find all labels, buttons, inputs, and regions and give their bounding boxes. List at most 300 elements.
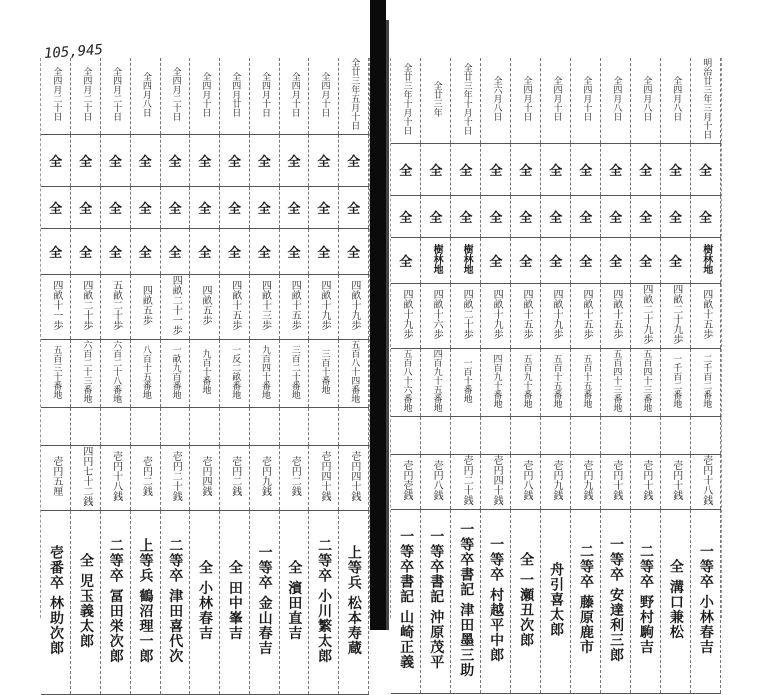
ledger-text-tax: 樹林地	[461, 243, 473, 274]
ledger-text-tax: 全	[108, 246, 122, 261]
right-ledger-table	[391, 58, 721, 694]
ledger-text-area: 四畝十三歩	[259, 280, 271, 330]
ledger-cell-price	[279, 446, 309, 511]
ledger-text-grade: 全	[669, 211, 683, 226]
ledger-text-grade: 全	[168, 202, 182, 217]
ledger-cell-area	[309, 275, 339, 340]
ledger-cell-grade	[309, 187, 339, 229]
ledger-text-area: 四畝十九歩	[400, 289, 412, 339]
ledger-cell-area	[101, 275, 131, 340]
ledger-cell-addr	[309, 408, 339, 446]
ledger-cell-date	[421, 58, 451, 144]
ledger-text-holder: 二等卒 野村駒吉	[637, 544, 654, 655]
ledger-cell-date	[309, 58, 339, 135]
ledger-text-kind: 全	[49, 155, 63, 170]
ledger-text-area: 四畝十五歩	[229, 280, 241, 330]
ledger-text-price: 壱円二銭	[289, 456, 301, 496]
ledger-cell-date	[511, 58, 541, 144]
ledger-cell-date	[130, 58, 160, 135]
ledger-cell-addr	[220, 340, 250, 408]
ledger-cell-holder	[220, 511, 250, 695]
ledger-text-date: 全四月十日	[289, 71, 300, 117]
ledger-text-kind: 全	[609, 164, 623, 179]
ledger-text-date: 全四月八日	[140, 71, 151, 117]
ledger-text-holder: 全 溝口兼松	[667, 559, 684, 640]
ledger-cell-price	[309, 446, 339, 511]
ledger-cell-kind	[279, 135, 309, 187]
ledger-text-date: 全廿三年十月十日	[401, 62, 412, 135]
ledger-cell-tax	[279, 229, 309, 275]
ledger-cell-kind	[249, 135, 279, 187]
ledger-cell-kind	[220, 135, 250, 187]
ledger-text-kind: 全	[699, 164, 713, 179]
ledger-cell-tax	[71, 229, 101, 275]
ledger-cell-date	[71, 58, 101, 135]
ledger-text-price: 壱円二銭	[229, 456, 241, 496]
ledger-text-price: 壱円十八銭	[110, 451, 122, 501]
ledger-text-tax: 全	[399, 255, 413, 270]
ledger-cell-addr	[130, 340, 160, 408]
ledger-cell-kind	[421, 144, 451, 196]
ledger-text-holder: 上等兵 鶴沼理一郎	[137, 537, 154, 664]
ledger-text-price: 壱円九銭	[550, 460, 562, 500]
ledger-cell-addr	[481, 417, 511, 455]
ledger-cell-tax	[631, 238, 661, 284]
ledger-text-date: 全四月八日	[641, 76, 652, 121]
ledger-text-area: 四畝二十一歩	[170, 275, 182, 335]
ledger-cell-addr	[249, 340, 279, 408]
ledger-cell-holder	[541, 510, 571, 694]
ledger-text-date: 全四月八日	[671, 76, 682, 121]
ledger-text-tax: 全	[639, 255, 653, 270]
ledger-cell-holder	[571, 510, 601, 694]
ledger-text-tax: 全	[257, 246, 271, 261]
ledger-cell-price	[541, 455, 571, 510]
ledger-text-holder: 一等卒 村越平中郎	[488, 536, 505, 663]
ledger-cell-date	[571, 58, 601, 144]
ledger-text-holder: 二等卒 小川繁太郎	[316, 537, 333, 664]
ledger-cell-addr	[279, 408, 309, 446]
ledger-text-date: 全四月十日	[521, 76, 532, 121]
ledger-text-area: 四畝十九歩	[491, 289, 503, 339]
ledger-text-area: 四畝二十九歩	[670, 284, 682, 344]
ledger-cell-addr	[101, 340, 131, 408]
ledger-text-price: 壱円八銭	[431, 460, 443, 500]
ledger-text-addr: 三百十番地	[319, 349, 330, 394]
ledger-cell-grade	[391, 196, 421, 238]
ledger-text-date: 全廿三年五月十日	[349, 58, 360, 130]
ledger-cell-tax	[101, 229, 131, 275]
ledger-text-kind: 全	[168, 155, 182, 170]
ledger-cell-kind	[691, 144, 721, 196]
ledger-cell-addr	[691, 349, 721, 417]
ledger-cell-addr	[511, 349, 541, 417]
ledger-text-addr: 五百十五番地	[581, 353, 592, 408]
ledger-text-holder: 全 児玉義太郎	[77, 552, 94, 649]
ledger-cell-addr	[571, 349, 601, 417]
ledger-text-addr: 三百二十番地	[289, 344, 300, 399]
ledger-cell-addr	[661, 417, 691, 455]
ledger-text-area: 四畝十五歩	[700, 289, 712, 339]
ledger-text-price: 壱円二十銭	[170, 451, 182, 501]
ledger-cell-area	[661, 284, 691, 349]
ledger-cell-kind	[160, 135, 190, 187]
ledger-cell-addr	[190, 408, 220, 446]
ledger-text-kind: 全	[287, 155, 301, 170]
ledger-cell-price	[160, 446, 190, 511]
ledger-text-addr: 六百二十三番地	[81, 340, 92, 403]
ledger-cell-holder	[451, 510, 481, 694]
ledger-text-kind: 全	[108, 155, 122, 170]
ledger-text-addr: 五百三十番地	[51, 344, 62, 399]
ledger-text-date: 明治廿三年三月十日	[701, 58, 712, 139]
ledger-text-kind: 全	[198, 155, 212, 170]
ledger-cell-grade	[190, 187, 220, 229]
ledger-text-date: 全四月十日	[200, 71, 211, 117]
ledger-text-area: 四畝十九歩	[348, 280, 360, 330]
ledger-cell-addr	[481, 349, 511, 417]
ledger-text-date: 全四月二十日	[170, 67, 181, 121]
ledger-cell-holder	[309, 511, 339, 695]
ledger-cell-date	[661, 58, 691, 144]
ledger-cell-holder	[421, 510, 451, 694]
ledger-text-grade: 全	[317, 202, 331, 217]
ledger-text-price: 壱円二十銭	[461, 455, 473, 505]
ledger-text-holder: 全 小林春吉	[197, 560, 214, 641]
ledger-cell-kind	[190, 135, 220, 187]
ledger-cell-tax	[421, 238, 451, 284]
ledger-text-addr: 五百八十六番地	[401, 349, 412, 412]
ledger-text-grade: 全	[138, 202, 152, 217]
ledger-cell-addr	[451, 417, 481, 455]
ledger-cell-area	[451, 284, 481, 349]
ledger-cell-tax	[160, 229, 190, 275]
ledger-text-grade: 全	[287, 202, 301, 217]
ledger-text-area: 四畝十五歩	[610, 289, 622, 339]
ledger-cell-kind	[339, 135, 369, 187]
ledger-cell-kind	[511, 144, 541, 196]
ledger-cell-area	[541, 284, 571, 349]
ledger-text-kind: 全	[669, 164, 683, 179]
ledger-cell-area	[339, 275, 369, 340]
ledger-text-holder: 二等卒 冨田栄次郎	[107, 537, 124, 664]
ledger-text-tax: 全	[198, 246, 212, 261]
ledger-cell-area	[130, 275, 160, 340]
ledger-cell-addr	[71, 408, 101, 446]
ledger-cell-tax	[339, 229, 369, 275]
book-gutter	[370, 0, 386, 630]
ledger-cell-holder	[160, 511, 190, 695]
ledger-cell-addr	[661, 349, 691, 417]
right-ledger-page	[390, 58, 722, 678]
ledger-text-holder: 全 田中峯吉	[226, 560, 243, 641]
ledger-cell-holder	[41, 511, 71, 695]
ledger-text-tax: 全	[49, 246, 63, 261]
ledger-text-date: 全四月二十日	[51, 67, 62, 121]
ledger-cell-kind	[661, 144, 691, 196]
ledger-cell-date	[691, 58, 721, 144]
ledger-text-grade: 全	[639, 211, 653, 226]
ledger-cell-area	[220, 275, 250, 340]
ledger-text-price: 壱円壱銭	[400, 460, 412, 500]
ledger-text-holder: 二等卒 藤原鹿市	[578, 544, 595, 655]
ledger-text-price: 壱円八銭	[521, 460, 533, 500]
ledger-cell-date	[220, 58, 250, 135]
ledger-text-addr: 六百二十八番地	[111, 340, 122, 403]
left-ledger-page	[40, 58, 370, 664]
ledger-cell-tax	[309, 229, 339, 275]
ledger-cell-kind	[309, 135, 339, 187]
ledger-cell-price	[451, 455, 481, 510]
ledger-cell-holder	[339, 511, 369, 695]
ledger-cell-grade	[130, 187, 160, 229]
ledger-cell-tax	[601, 238, 631, 284]
ledger-cell-date	[601, 58, 631, 144]
ledger-text-kind: 全	[347, 155, 361, 170]
ledger-cell-date	[190, 58, 220, 135]
ledger-text-kind: 全	[459, 164, 473, 179]
ledger-text-area: 四畝十五歩	[580, 289, 592, 339]
ledger-cell-price	[130, 446, 160, 511]
ledger-text-area: 四畝二十歩	[461, 289, 473, 339]
ledger-text-date: 全四月廿日	[230, 71, 241, 117]
ledger-cell-holder	[661, 510, 691, 694]
ledger-text-kind: 全	[639, 164, 653, 179]
ledger-text-kind: 全	[489, 164, 503, 179]
ledger-cell-date	[631, 58, 661, 144]
ledger-text-grade: 全	[198, 202, 212, 217]
ledger-cell-area	[481, 284, 511, 349]
ledger-cell-date	[339, 58, 369, 135]
ledger-text-tax: 樹林地	[431, 243, 443, 274]
ledger-cell-grade	[571, 196, 601, 238]
ledger-text-tax: 全	[519, 255, 533, 270]
ledger-cell-addr	[391, 349, 421, 417]
ledger-cell-tax	[190, 229, 220, 275]
ledger-text-holder: 一等卒書記 沖原茂平	[428, 529, 445, 670]
ledger-text-grade: 全	[49, 202, 63, 217]
ledger-text-price: 壱円九銭	[580, 460, 592, 500]
ledger-cell-holder	[71, 511, 101, 695]
ledger-text-holder: 上等兵 松本寿蔵	[345, 545, 362, 656]
ledger-cell-holder	[249, 511, 279, 695]
ledger-cell-area	[71, 275, 101, 340]
ledger-cell-addr	[631, 417, 661, 455]
ledger-cell-price	[571, 455, 601, 510]
ledger-text-holder: 一等卒書記 山崎正義	[398, 529, 415, 670]
ledger-cell-addr	[601, 349, 631, 417]
ledger-cell-area	[160, 275, 190, 340]
ledger-text-price: 壱円四十銭	[319, 451, 331, 501]
ledger-text-tax: 全	[138, 246, 152, 261]
ledger-text-grade: 全	[489, 211, 503, 226]
ledger-text-kind: 全	[579, 164, 593, 179]
ledger-text-area: 四畝十一歩	[50, 280, 62, 330]
ledger-text-tax: 全	[549, 255, 563, 270]
ledger-text-grade: 全	[609, 211, 623, 226]
ledger-cell-area	[391, 284, 421, 349]
ledger-text-kind: 全	[138, 155, 152, 170]
ledger-cell-grade	[339, 187, 369, 229]
ledger-text-addr: 四百九十五番地	[431, 349, 442, 412]
ledger-text-area: 四畝十五歩	[521, 289, 533, 339]
ledger-cell-grade	[511, 196, 541, 238]
ledger-text-kind: 全	[549, 164, 563, 179]
ledger-text-grade: 全	[227, 202, 241, 217]
ledger-text-area: 四畝二十九歩	[640, 284, 652, 344]
ledger-cell-addr	[421, 417, 451, 455]
ledger-cell-date	[249, 58, 279, 135]
ledger-cell-kind	[541, 144, 571, 196]
ledger-text-holder: 全 濱田直吉	[286, 560, 303, 641]
ledger-cell-date	[391, 58, 421, 144]
ledger-cell-area	[421, 284, 451, 349]
ledger-text-area: 四畝十九歩	[550, 289, 562, 339]
ledger-cell-grade	[691, 196, 721, 238]
ledger-text-addr: 五百九十番地	[521, 353, 532, 408]
ledger-cell-date	[451, 58, 481, 144]
ledger-cell-addr	[541, 349, 571, 417]
ledger-cell-kind	[391, 144, 421, 196]
ledger-cell-kind	[101, 135, 131, 187]
ledger-text-kind: 全	[257, 155, 271, 170]
ledger-text-holder: 一等卒 金山春吉	[256, 545, 273, 656]
ledger-cell-addr	[160, 340, 190, 408]
ledger-cell-addr	[421, 349, 451, 417]
ledger-cell-grade	[279, 187, 309, 229]
ledger-cell-price	[661, 455, 691, 510]
page-edge-shadow	[386, 20, 389, 630]
ledger-text-grade: 全	[699, 211, 713, 226]
ledger-text-holder: 一等卒 小林春吉	[697, 544, 714, 655]
ledger-cell-grade	[601, 196, 631, 238]
ledger-cell-grade	[160, 187, 190, 229]
ledger-text-kind: 全	[429, 164, 443, 179]
ledger-text-date: 全四月十日	[551, 76, 562, 121]
ledger-cell-area	[601, 284, 631, 349]
ledger-text-addr: 五百十五番地	[551, 353, 562, 408]
ledger-text-tax: 全	[227, 246, 241, 261]
ledger-text-tax: 全	[669, 255, 683, 270]
ledger-cell-price	[101, 446, 131, 511]
ledger-cell-kind	[481, 144, 511, 196]
ledger-cell-grade	[661, 196, 691, 238]
ledger-text-date: 全六月八日	[491, 76, 502, 121]
ledger-text-date: 全四月二十日	[81, 67, 92, 121]
ledger-cell-addr	[249, 408, 279, 446]
ledger-cell-addr	[339, 340, 369, 408]
ledger-cell-grade	[631, 196, 661, 238]
ledger-text-date: 全廿三年十月十日	[461, 62, 472, 135]
ledger-cell-area	[249, 275, 279, 340]
ledger-text-holder: 舟引喜太郎	[548, 562, 565, 637]
ledger-cell-addr	[309, 340, 339, 408]
ledger-cell-price	[421, 455, 451, 510]
ledger-text-area: 四畝十五歩	[289, 280, 301, 330]
ledger-cell-price	[249, 446, 279, 511]
ledger-cell-addr	[391, 417, 421, 455]
ledger-cell-price	[601, 455, 631, 510]
ledger-cell-date	[101, 58, 131, 135]
ledger-cell-grade	[249, 187, 279, 229]
ledger-cell-date	[41, 58, 71, 135]
ledger-text-tax: 樹林地	[700, 243, 712, 274]
ledger-text-price: 壱円十八銭	[700, 455, 712, 505]
ledger-cell-addr	[101, 408, 131, 446]
ledger-text-holder: 二等卒 津田喜代次	[167, 537, 184, 664]
ledger-text-addr: 五百四十三番地	[611, 349, 622, 412]
ledger-cell-addr	[601, 417, 631, 455]
ledger-text-kind: 全	[317, 155, 331, 170]
ledger-cell-addr	[571, 417, 601, 455]
ledger-cell-area	[511, 284, 541, 349]
ledger-cell-kind	[71, 135, 101, 187]
ledger-cell-price	[631, 455, 661, 510]
ledger-cell-addr	[279, 340, 309, 408]
ledger-cell-price	[691, 455, 721, 510]
left-ledger-table	[41, 58, 369, 695]
ledger-text-price: 壱円四銭	[199, 456, 211, 496]
ledger-cell-tax	[41, 229, 71, 275]
ledger-text-kind: 全	[399, 164, 413, 179]
ledger-cell-addr	[41, 408, 71, 446]
ledger-cell-grade	[541, 196, 571, 238]
ledger-cell-tax	[391, 238, 421, 284]
ledger-text-grade: 全	[429, 211, 443, 226]
ledger-cell-grade	[451, 196, 481, 238]
ledger-text-date: 全四月十日	[259, 71, 270, 117]
ledger-text-holder: 一等卒書記 津田墨三助	[458, 521, 475, 678]
ledger-cell-holder	[481, 510, 511, 694]
ledger-cell-addr	[130, 408, 160, 446]
ledger-cell-addr	[41, 340, 71, 408]
ledger-text-addr: 九百十番地	[200, 349, 211, 394]
ledger-cell-kind	[41, 135, 71, 187]
ledger-cell-addr	[71, 340, 101, 408]
ledger-cell-grade	[41, 187, 71, 229]
ledger-text-area: 四畝十九歩	[319, 280, 331, 330]
ledger-cell-tax	[691, 238, 721, 284]
ledger-text-grade: 全	[519, 211, 533, 226]
ledger-cell-tax	[511, 238, 541, 284]
ledger-cell-tax	[249, 229, 279, 275]
ledger-text-grade: 全	[257, 202, 271, 217]
ledger-text-price: 壱円五厘	[50, 456, 62, 496]
ledger-cell-grade	[220, 187, 250, 229]
ledger-cell-price	[220, 446, 250, 511]
ledger-text-addr: 一千百二番地	[671, 353, 682, 408]
ledger-text-tax: 全	[609, 255, 623, 270]
ledger-cell-price	[511, 455, 541, 510]
ledger-text-grade: 全	[108, 202, 122, 217]
ledger-cell-holder	[190, 511, 220, 695]
ledger-cell-area	[279, 275, 309, 340]
ledger-cell-area	[691, 284, 721, 349]
ledger-cell-holder	[601, 510, 631, 694]
ledger-text-grade: 全	[459, 211, 473, 226]
ledger-text-addr: 一百十番地	[461, 358, 472, 403]
ledger-text-tax: 全	[79, 246, 93, 261]
ledger-text-price: 四円七十二銭	[80, 446, 92, 506]
ledger-text-area: 五畝二十歩	[110, 280, 122, 330]
ledger-text-date: 全廿三年	[431, 80, 442, 117]
ledger-text-price: 壱円十銭	[610, 460, 622, 500]
ledger-text-kind: 全	[519, 164, 533, 179]
ledger-text-addr: 一反二畝番地	[230, 344, 241, 399]
ledger-cell-kind	[130, 135, 160, 187]
ledger-text-price: 壱円十銭	[670, 460, 682, 500]
ledger-text-area: 四畝十六歩	[431, 289, 443, 339]
